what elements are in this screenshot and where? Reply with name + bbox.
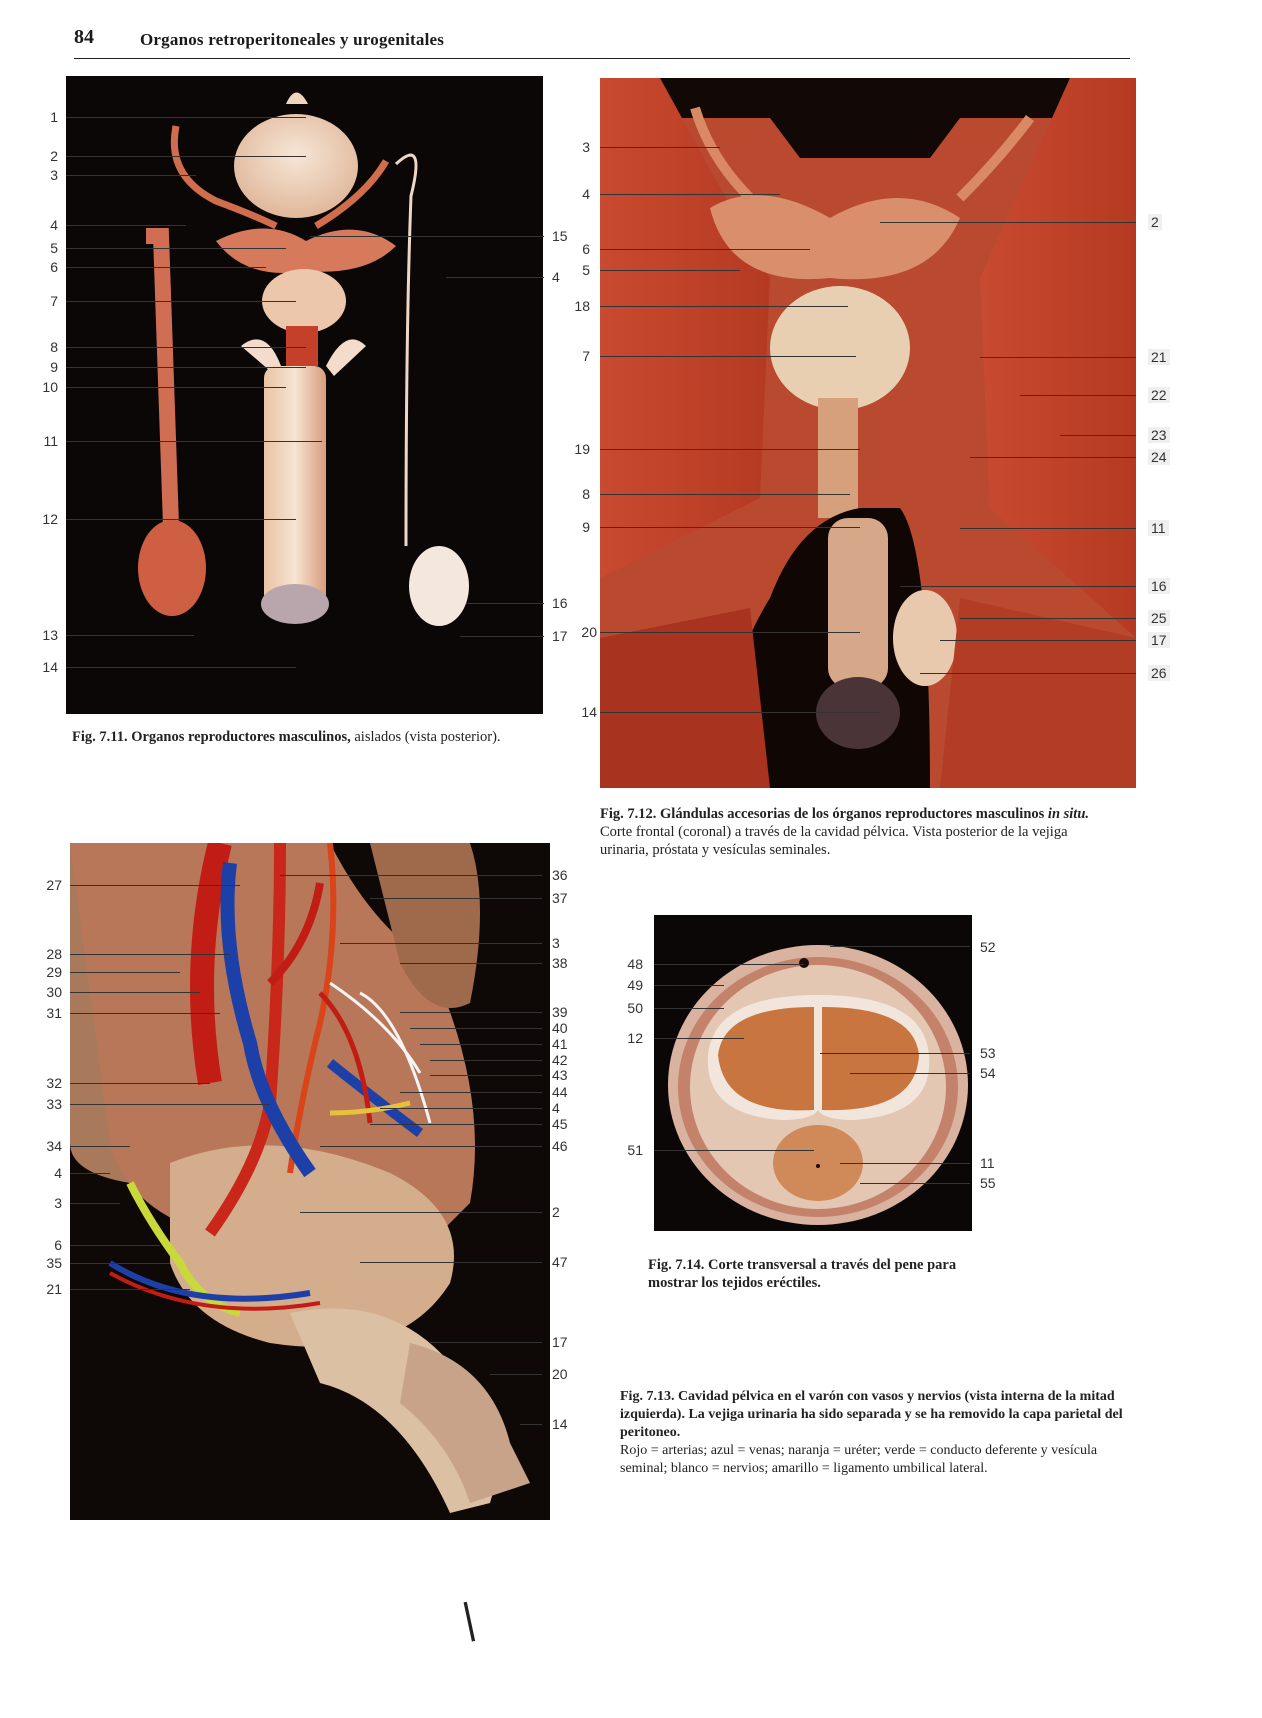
label-34: 34 bbox=[46, 1138, 62, 1154]
label-17: 17 bbox=[1148, 632, 1170, 648]
label-8: 8 bbox=[50, 339, 58, 355]
label-20-right: 20 bbox=[552, 1366, 568, 1382]
label-10: 10 bbox=[42, 379, 58, 395]
label-20: 20 bbox=[581, 624, 597, 640]
label-9: 9 bbox=[50, 359, 58, 375]
figure-7-14-caption bbox=[648, 1256, 988, 1292]
figure-7-11-caption bbox=[72, 728, 542, 746]
label-47: 47 bbox=[552, 1254, 568, 1270]
label-14: 14 bbox=[42, 659, 58, 675]
label-48: 48 bbox=[627, 956, 643, 972]
label-1: 1 bbox=[50, 109, 58, 125]
label-24: 24 bbox=[1148, 449, 1170, 465]
label-3: 3 bbox=[54, 1195, 62, 1211]
label-19: 19 bbox=[574, 441, 590, 457]
label-6: 6 bbox=[54, 1237, 62, 1253]
label-42: 42 bbox=[552, 1052, 568, 1068]
caption-7-12-rest: Corte frontal (coronal) a través de la cavidad pélvica. Vista posterior de la vejiga urinaria, próstata y vesículas seminales. bbox=[600, 824, 1068, 858]
label-50: 50 bbox=[627, 1000, 643, 1016]
label-6: 6 bbox=[50, 259, 58, 275]
label-13: 13 bbox=[42, 627, 58, 643]
label-15: 15 bbox=[552, 228, 568, 244]
label-23: 23 bbox=[1148, 427, 1170, 443]
label-21: 21 bbox=[1148, 349, 1170, 365]
label-45: 45 bbox=[552, 1116, 568, 1132]
caption-7-13-rest: Rojo = arterias; azul = venas; naranja = uréter; verde = conducto deferente y vesícula seminal; blanco = nervios; amarillo = ligamento umbilical lateral. bbox=[620, 1443, 1098, 1476]
figure-7-11-photo bbox=[66, 76, 543, 714]
label-5: 5 bbox=[582, 262, 590, 278]
label-17-right: 17 bbox=[552, 1334, 568, 1350]
label-27: 27 bbox=[46, 877, 62, 893]
label-12: 12 bbox=[42, 511, 58, 527]
label-51: 51 bbox=[627, 1142, 643, 1158]
label-17: 17 bbox=[552, 628, 568, 644]
caption-7-11-bold: Fig. 7.11. Organos reproductores masculinos, bbox=[72, 729, 351, 745]
figure-7-13-photo bbox=[70, 843, 550, 1520]
label-4-right: 4 bbox=[552, 269, 560, 285]
label-30: 30 bbox=[46, 984, 62, 1000]
label-6: 6 bbox=[582, 241, 590, 257]
label-4: 4 bbox=[582, 186, 590, 202]
label-35: 35 bbox=[46, 1255, 62, 1271]
label-46: 46 bbox=[552, 1138, 568, 1154]
label-25: 25 bbox=[1148, 610, 1170, 626]
label-4-right: 4 bbox=[552, 1100, 560, 1116]
label-52: 52 bbox=[980, 939, 996, 955]
label-28: 28 bbox=[46, 946, 62, 962]
scan-artifact-mark: ❘ bbox=[447, 1593, 490, 1645]
page-header bbox=[74, 22, 1130, 59]
label-11: 11 bbox=[980, 1155, 995, 1171]
caption-7-14-bold: Fig. 7.14. Corte transversal a través del pene para mostrar los tejidos eréctiles. bbox=[648, 1257, 957, 1291]
label-26: 26 bbox=[1148, 665, 1170, 681]
label-11: 11 bbox=[43, 433, 58, 449]
figure-7-12-photo bbox=[600, 78, 1136, 788]
label-38: 38 bbox=[552, 955, 568, 971]
label-16: 16 bbox=[552, 595, 568, 611]
label-3-right: 3 bbox=[552, 935, 560, 951]
label-41: 41 bbox=[552, 1036, 568, 1052]
label-3: 3 bbox=[50, 167, 58, 183]
label-55: 55 bbox=[980, 1175, 996, 1191]
label-39: 39 bbox=[552, 1004, 568, 1020]
label-2-right: 2 bbox=[552, 1204, 560, 1220]
label-12: 12 bbox=[627, 1030, 643, 1046]
label-53: 53 bbox=[980, 1045, 996, 1061]
figure-7-13-caption bbox=[620, 1388, 1126, 1478]
label-7: 7 bbox=[50, 293, 58, 309]
running-title: Organos retroperitoneales y urogenitales bbox=[140, 30, 445, 49]
label-5: 5 bbox=[50, 240, 58, 256]
label-18: 18 bbox=[574, 298, 590, 314]
figure-7-12-caption bbox=[600, 805, 1108, 859]
label-40: 40 bbox=[552, 1020, 568, 1036]
label-3: 3 bbox=[582, 139, 590, 155]
label-37: 37 bbox=[552, 890, 568, 906]
label-16: 16 bbox=[1148, 578, 1170, 594]
label-36: 36 bbox=[552, 867, 568, 883]
label-32: 32 bbox=[46, 1075, 62, 1091]
label-7: 7 bbox=[582, 348, 590, 364]
label-4: 4 bbox=[54, 1165, 62, 1181]
label-31: 31 bbox=[46, 1005, 62, 1021]
label-2: 2 bbox=[1148, 214, 1162, 230]
label-22: 22 bbox=[1148, 387, 1170, 403]
label-43: 43 bbox=[552, 1067, 568, 1083]
label-54: 54 bbox=[980, 1065, 996, 1081]
label-49: 49 bbox=[627, 977, 643, 993]
label-14-right: 14 bbox=[552, 1416, 568, 1432]
label-2: 2 bbox=[50, 148, 58, 164]
label-21: 21 bbox=[46, 1281, 62, 1297]
caption-7-12-italic: in situ. bbox=[1047, 806, 1090, 822]
caption-7-12-bold: Fig. 7.12. Glándulas accesorias de los órganos reproductores masculinos bbox=[600, 806, 1048, 822]
label-29: 29 bbox=[46, 964, 62, 980]
page-number: 84 bbox=[74, 26, 94, 48]
caption-7-13-bold: Fig. 7.13. Cavidad pélvica en el varón con vasos y nervios (vista interna de la mitad izquierda). La vejiga urinaria ha sido separada y se ha removido la capa parietal del peritoneo. bbox=[620, 1389, 1123, 1440]
label-14: 14 bbox=[581, 704, 597, 720]
label-8: 8 bbox=[582, 486, 590, 502]
label-33: 33 bbox=[46, 1096, 62, 1112]
label-11: 11 bbox=[1148, 520, 1169, 536]
label-44: 44 bbox=[552, 1084, 568, 1100]
label-4: 4 bbox=[50, 217, 58, 233]
label-9: 9 bbox=[582, 519, 590, 535]
caption-7-11-rest: aislados (vista posterior). bbox=[350, 729, 501, 745]
